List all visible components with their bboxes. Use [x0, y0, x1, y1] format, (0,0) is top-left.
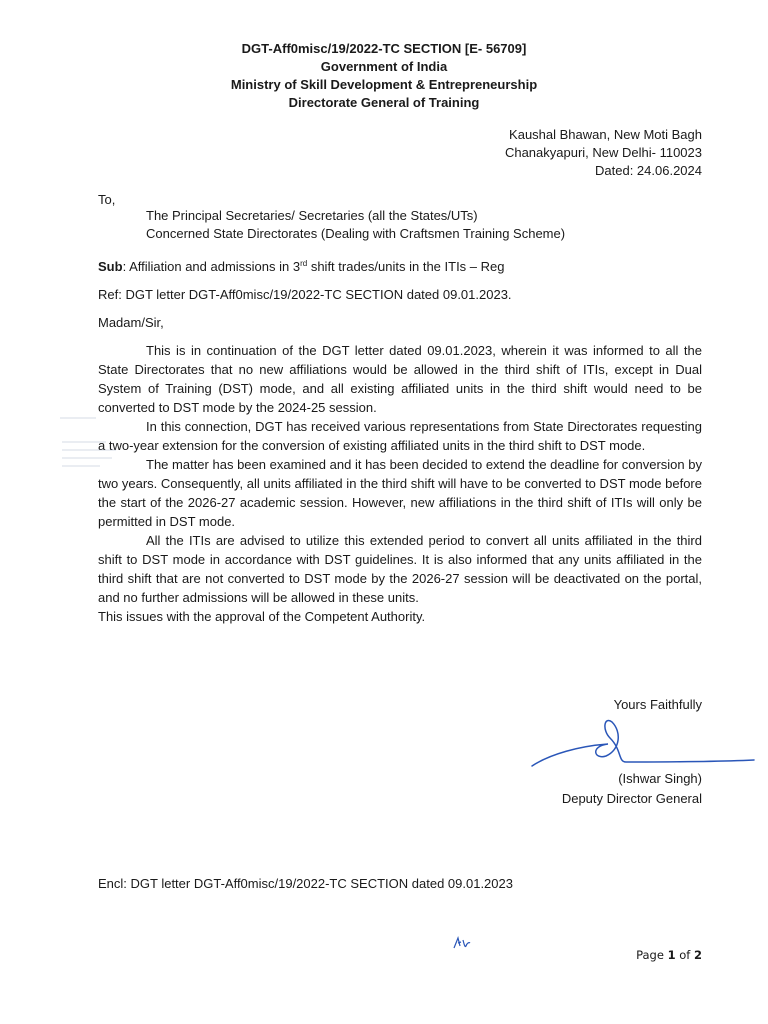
sender-address — [505, 126, 702, 180]
subject-text: : Affiliation and admissions in 3 — [122, 259, 301, 274]
letter-date: Dated: 24.06.2024 — [595, 163, 702, 178]
signatory-designation: Deputy Director General — [561, 791, 702, 806]
letter-body — [98, 341, 702, 626]
file-number: DGT-Aff0misc/19/2022-TC SECTION [E- 56709] — [241, 41, 527, 56]
enclosure-line: Encl: DGT letter DGT-Aff0misc/19/2022-TC SECTION dated 09.01.2023 — [98, 876, 513, 891]
letter-header — [0, 40, 768, 112]
address-line-1: Kaushal Bhawan, New Moti Bagh — [509, 127, 702, 142]
page-of: of — [675, 948, 694, 962]
signatory-block — [562, 769, 702, 809]
initials-icon — [452, 934, 472, 952]
signatory-name: (Ishwar Singh) — [618, 771, 702, 786]
page-indicator — [636, 948, 702, 962]
paragraph-3: The matter has been examined and it has been decided to extend the deadline for conversion by two years. Consequently, all units affiliated in the third shift will have to be converted to DST mode before the start of the 2026-27 academic session. However, new affiliations in the third shift of ITIs will only be permitted in DST mode. — [98, 457, 702, 529]
directorate-line: Directorate General of Training — [288, 95, 480, 110]
recipient-2: Concerned State Directorates (Dealing with Craftsmen Training Scheme) — [146, 226, 566, 241]
faded-stamp-mark — [56, 408, 126, 478]
salutation: Madam/Sir, — [98, 315, 164, 330]
subject-superscript: rd — [300, 259, 308, 268]
government-line: Government of India — [320, 59, 448, 74]
closing: Yours Faithfully — [613, 697, 702, 712]
subject-label: Sub — [98, 259, 123, 274]
page-total: 2 — [693, 948, 702, 962]
ministry-line: Ministry of Skill Development & Entrepreneurship — [230, 77, 538, 92]
address-line-2: Chanakyapuri, New Delhi- 110023 — [504, 145, 702, 160]
subject-text-end: shift trades/units in the ITIs – Reg — [307, 259, 505, 274]
page-prefix: Page — [636, 948, 668, 962]
paragraph-4: All the ITIs are advised to utilize this extended period to convert all units affiliated in the third shift to DST mode in accordance with DST guidelines. It is also informed that any units affiliated in the third shift that are not converted to DST mode by the 2026-27 session will be deactivated on the portal, and no further admissions will be allowed in these units. — [98, 533, 702, 605]
recipients — [146, 207, 565, 243]
recipient-1: The Principal Secretaries/ Secretaries (all the States/UTs) — [146, 208, 478, 223]
paragraph-1: This is in continuation of the DGT letter dated 09.01.2023, wherein it was informed to all the State Directorates that no new affiliations would be allowed in the third shift of ITIs, except in Dual System of Training (DST) mode, and all existing affiliated units in the third shift would need to be converted to DST mode by the 2024-25 session. — [98, 343, 702, 415]
subject-line — [98, 259, 504, 274]
reference-line: Ref: DGT letter DGT-Aff0misc/19/2022-TC SECTION dated 09.01.2023. — [98, 287, 512, 302]
signature-icon — [530, 716, 756, 772]
to-label: To, — [98, 192, 116, 207]
page-current: 1 — [667, 948, 676, 962]
approval-line: This issues with the approval of the Competent Authority. — [98, 609, 426, 624]
paragraph-2: In this connection, DGT has received various representations from State Directorates requesting a two-year extension for the conversion of existing affiliated units in the third shift to DST mode. — [98, 419, 702, 453]
